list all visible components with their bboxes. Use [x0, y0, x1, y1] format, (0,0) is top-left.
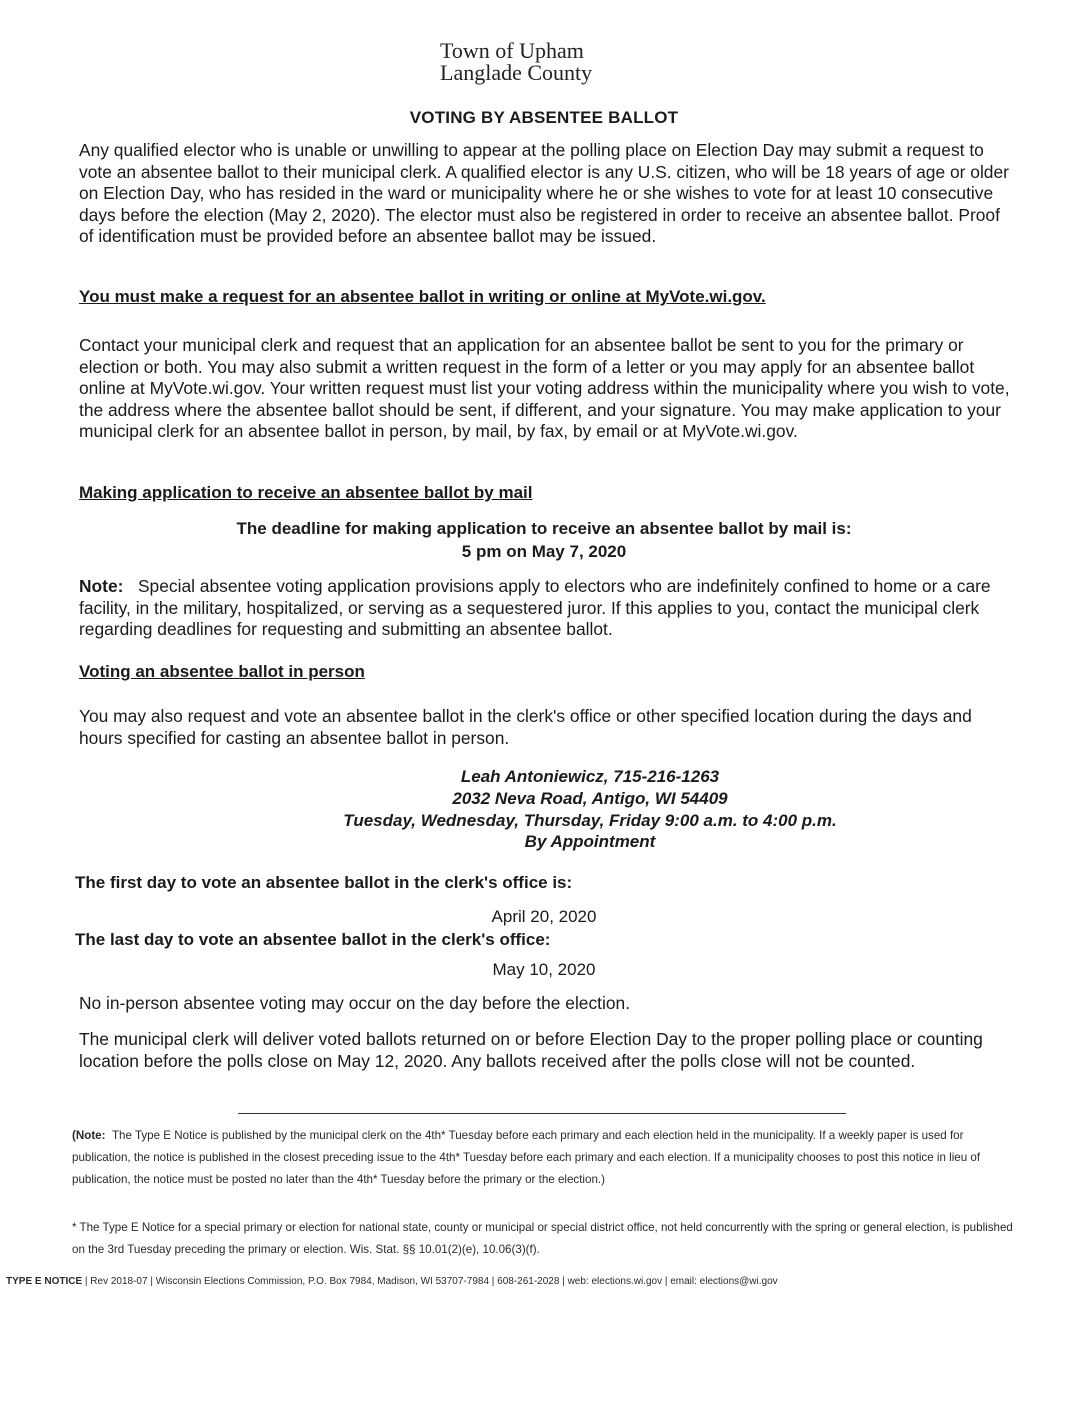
- last-day-label: The last day to vote an absentee ballot in the clerk's office:: [75, 930, 551, 949]
- clerk-name-phone: Leah Antoniewicz, 715-216-1263: [460, 767, 720, 786]
- footer-label: TYPE E NOTICE: [6, 1276, 83, 1287]
- town-name: Town of Upham: [440, 38, 584, 63]
- note-paragraph: [79, 576, 1019, 641]
- county-name: Langlade County: [440, 60, 593, 85]
- deadline-line-2: 5 pm on May 7, 2020: [461, 542, 627, 561]
- page-footer: [6, 1276, 1082, 1287]
- clerk-appointment: By Appointment: [524, 832, 656, 851]
- clerk-hours: Tuesday, Wednesday, Thursday, Friday 9:00 a.m. to 4:00 p.m.: [343, 811, 837, 830]
- note-label: Note:: [79, 576, 124, 596]
- delivery-paragraph: The municipal clerk will deliver voted ballots returned on or before Election Day to the proper polling place or counting location before the polls close on May 12, 2020. Any ballots received after the polls close will not be counted.: [79, 1029, 983, 1071]
- footnote-1-label: (Note:: [72, 1129, 106, 1142]
- page-title: VOTING BY ABSENTEE BALLOT: [409, 108, 679, 127]
- deadline-line-1: The deadline for making application to receive an absentee ballot by mail is:: [236, 519, 852, 538]
- note-text: Special absentee voting application provisions apply to electors who are indefinitely confined to home or a care facility, in the military, hospitalized, or serving as a sequestered juror. If this applies to you, contact the municipal clerk regarding deadlines for requesting and submitting an absentee ballot.: [79, 576, 991, 639]
- inperson-paragraph: You may also request and vote an absentee ballot in the clerk's office or other specified location during the days and hours specified for casting an absentee ballot in person.: [79, 706, 972, 748]
- footer-text: | Rev 2018-07 | Wisconsin Elections Commission, P.O. Box 7984, Madison, WI 53707-7984 | 608-261-2028 | web: elections.wi.gov | email: elections@wi.gov: [82, 1276, 778, 1287]
- intro-paragraph: Any qualified elector who is unable or unwilling to appear at the polling place on Election Day may submit a request to vote an absentee ballot to their municipal clerk. A qualified elector is any U.S. citizen, who will be 18 years of age or older on Election Day, who has resided in the ward or municipality where he or she wishes to vote for at least 10 consecutive days before the election (May 2, 2020). The elector must also be registered in order to receive an absentee ballot. Proof of identification must be provided before an absentee ballot may be issued.: [79, 140, 1009, 246]
- last-day-date: May 10, 2020: [492, 960, 596, 979]
- inperson-heading: Voting an absentee ballot in person: [79, 662, 365, 681]
- footnote-2: * The Type E Notice for a special primary or election for national state, county or municipal or special district office, not held concurrently with the spring or general election, is published on the 3rd Tuesday preceding the primary or election. Wis. Stat. §§ 10.01(2)(e), 10.06(3)(f).: [72, 1221, 1013, 1256]
- request-paragraph: Contact your municipal clerk and request that an application for an absentee ballot be sent to you for the primary or election or both. You may also submit a written request in the form of a letter or you may apply for an absentee ballot online at MyVote.wi.gov. Your written request must list your voting address within the municipality where you wish to vote, the address where the absentee ballot should be sent, if different, and your signature. You may make application to your municipal clerk for an absentee ballot in person, by mail, by fax, by email or at MyVote.wi.gov.: [79, 335, 1010, 441]
- footnote-1-text: The Type E Notice is published by the municipal clerk on the 4th* Tuesday before each primary and each election held in the municipality. If a weekly paper is used for publication, the notice is published in the closest preceding issue to the 4th* Tuesday before each primary and each election. If a municipality chooses to post this notice in lieu of publication, the notice must be posted no later than the 4th* Tuesday before the primary or the election.): [72, 1129, 981, 1186]
- request-heading: You must make a request for an absentee ballot in writing or online at MyVote.wi.gov.: [79, 287, 766, 306]
- first-day-date: April 20, 2020: [491, 907, 597, 926]
- footnote-1: [72, 1125, 1017, 1191]
- no-inperson-paragraph: No in-person absentee voting may occur on the day before the election.: [79, 993, 631, 1013]
- footnote-divider: [238, 1113, 846, 1114]
- mail-heading: Making application to receive an absentee ballot by mail: [79, 483, 533, 502]
- first-day-label: The first day to vote an absentee ballot in the clerk's office is:: [75, 873, 573, 892]
- document-header: [440, 40, 700, 84]
- clerk-address: 2032 Neva Road, Antigo, WI 54409: [452, 789, 728, 808]
